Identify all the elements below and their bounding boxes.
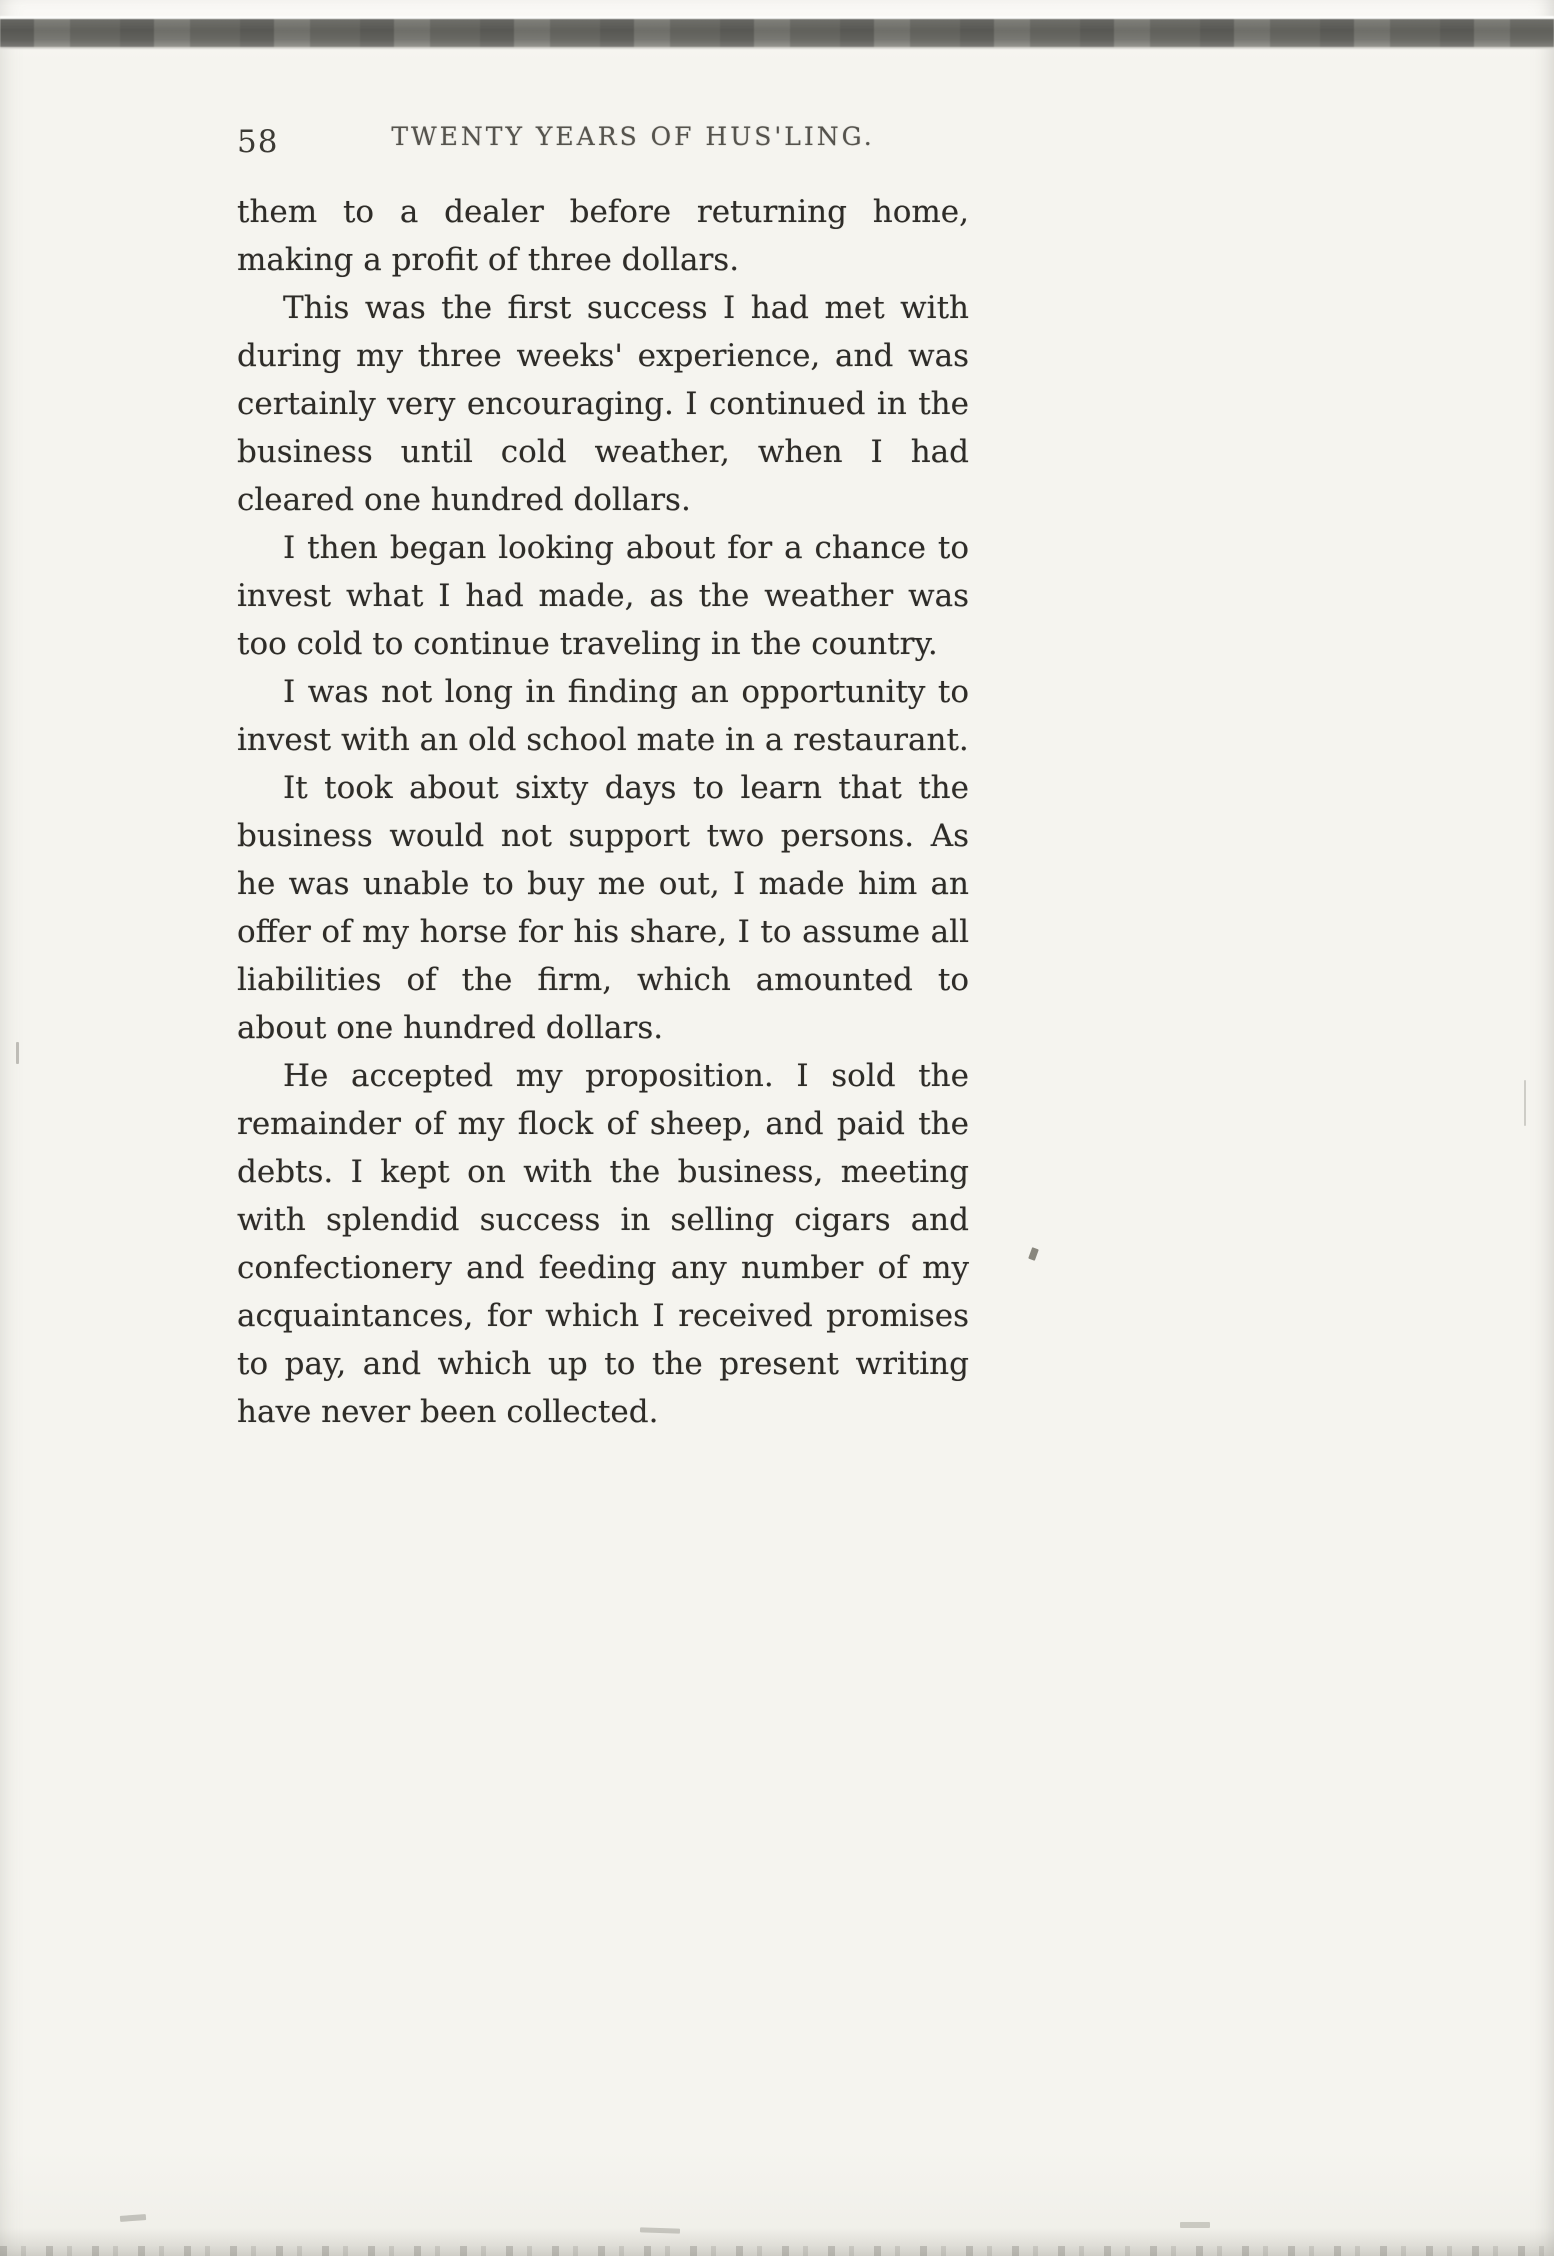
- paragraph: I then began looking about for a chance to invest what I had made, as the weather was too cold to continue traveling in the country.: [237, 530, 969, 662]
- page-number: 58: [237, 124, 279, 160]
- page-header: [237, 122, 969, 174]
- paragraph: This was the first success I had met with during my three weeks' experience, and was certainly very encouraging. I continued in the business until cold weather, when I had cleared one hundred dollars.: [237, 290, 969, 518]
- scan-speck-artifact: [16, 1042, 19, 1064]
- paragraph: He accepted my proposition. I sold the remainder of my flock of sheep, and paid the debts. I kept on with the business, meeting with splendid success in selling cigars and confectionery and feeding any number of my acquaintances, for which I received promises to pay, and which up to the present writing have never been collected.: [237, 1058, 969, 1430]
- running-title: TWENTY YEARS OF HUS'LING.: [391, 122, 875, 151]
- scan-speck-artifact: [1028, 1247, 1039, 1261]
- scan-speck-artifact: [1524, 1080, 1526, 1126]
- scan-edge-artifact: [0, 16, 1554, 49]
- paragraph: them to a dealer before returning home, making a profit of three dollars.: [237, 194, 969, 278]
- scan-bottom-noise-artifact: [0, 2216, 1554, 2256]
- page-content: [237, 122, 969, 1436]
- paragraph: It took about sixty days to learn that the business would not support two persons. As he was unable to buy me out, I made him an offer of my horse for his share, I to assume all liabilities of the firm, which amounted to about one hundred dollars.: [237, 770, 969, 1046]
- paragraph: I was not long in finding an opportunity to invest with an old school mate in a restaurant.: [237, 674, 969, 758]
- body-text: [237, 188, 969, 1436]
